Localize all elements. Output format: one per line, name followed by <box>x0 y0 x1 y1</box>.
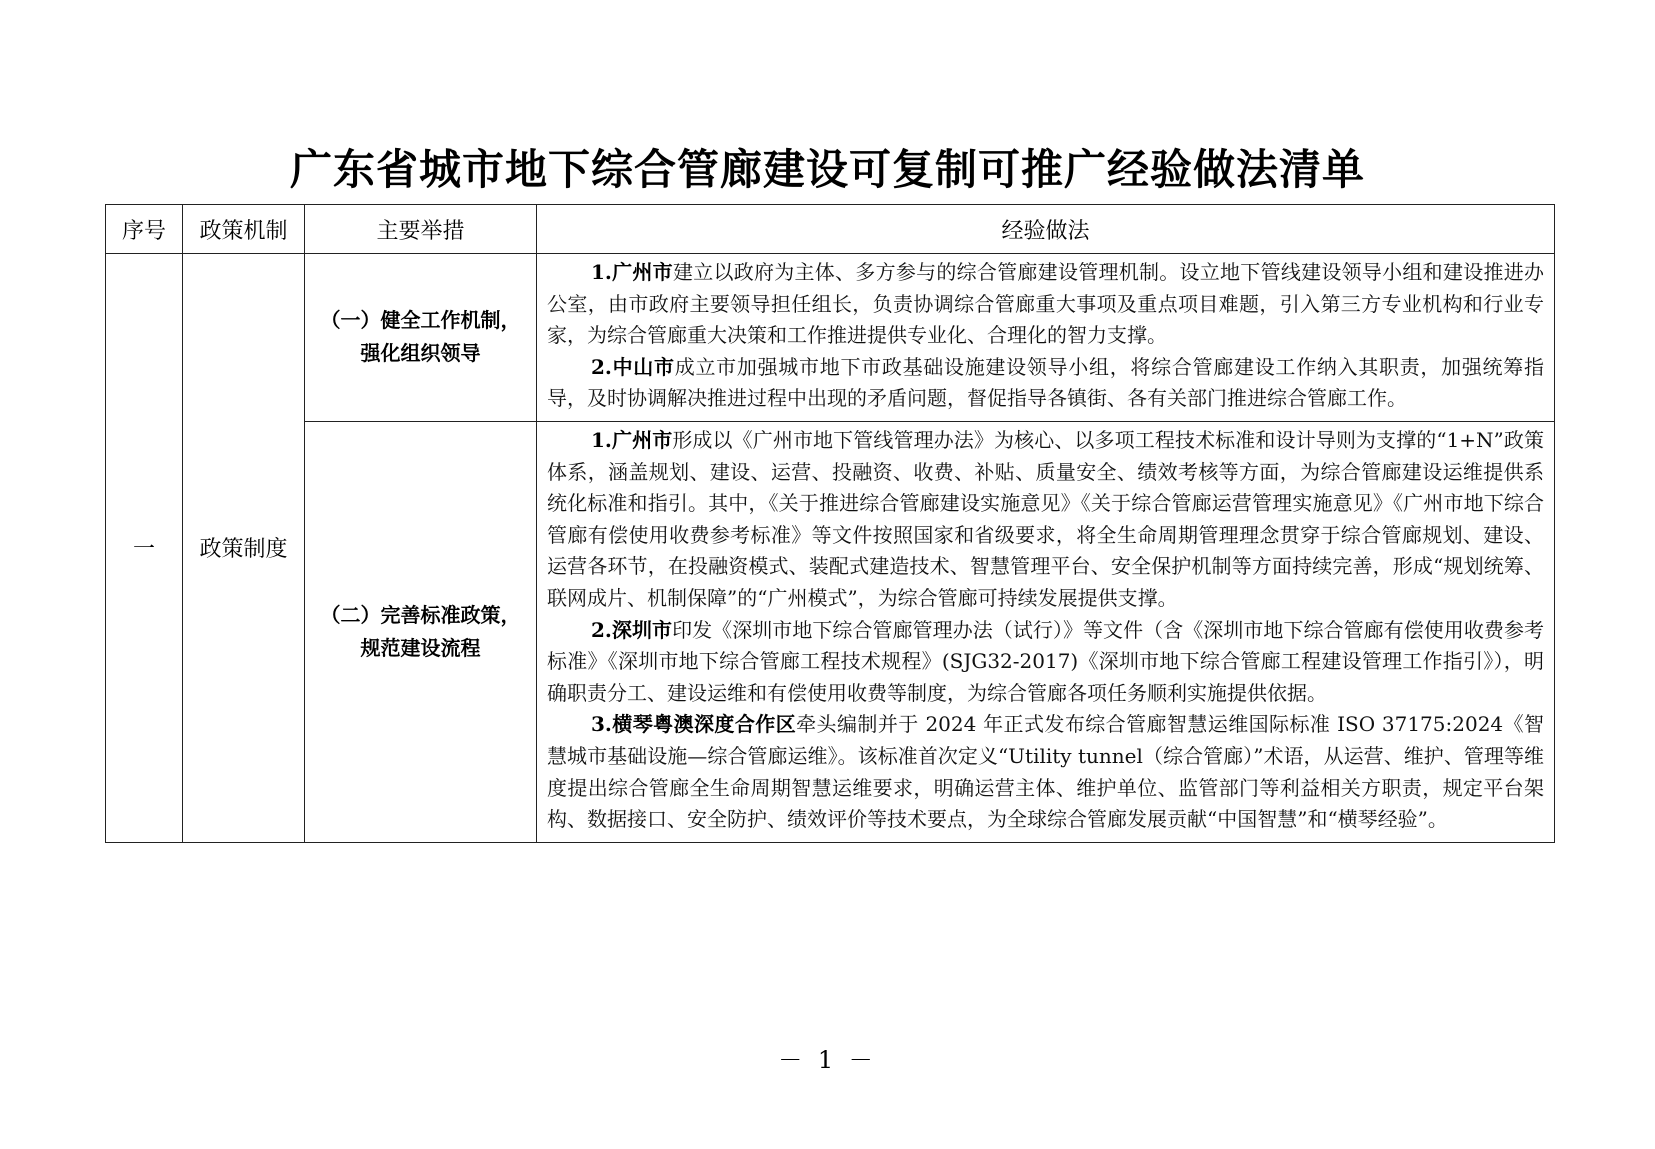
experience-item <box>547 352 1544 415</box>
table-row <box>106 254 1555 422</box>
experience-cell <box>537 254 1555 422</box>
table-row <box>106 421 1555 842</box>
measure-line: 强化组织领导 <box>360 341 481 366</box>
experience-item <box>547 425 1544 615</box>
item-text: 建立以政府为主体、多方参与的综合管廊建设管理机制。设立地下管线建设领导小组和建设推进办公室，由市政府主要领导担任组长，负责协调综合管廊重大事项及重点项目难题，引入第三方专业机构和行业专家，为综合管廊重大决策和工作推进提供专业化、合理化的智力支撑。 <box>547 260 1544 348</box>
page-title: 广东省城市地下综合管廊建设可复制可推广经验做法清单 <box>289 145 1365 194</box>
header-policy: 政策机制 <box>183 205 305 254</box>
item-lead: 1.广州市 <box>591 260 673 284</box>
section-policy: 政策制度 <box>183 254 305 843</box>
header-seq: 序号 <box>106 205 183 254</box>
section-seq: 一 <box>106 254 183 843</box>
page-number: － 1 － <box>778 1046 877 1074</box>
item-lead: 2.深圳市 <box>591 617 673 642</box>
item-lead: 2.中山市 <box>591 354 675 379</box>
experience-table <box>105 204 1555 843</box>
experience-item <box>547 615 1544 710</box>
item-text: 成立市加强城市地下市政基础设施建设领导小组，将综合管廊建设工作纳入其职责，加强统筹指导，及时协调解决推进过程中出现的矛盾问题，督促指导各镇街、各有关部门推进综合管廊工作。 <box>547 354 1544 411</box>
table-header-row <box>106 205 1555 254</box>
experience-cell <box>537 421 1555 842</box>
measure-line: 规范建设流程 <box>360 635 481 660</box>
item-lead: 1.广州市 <box>591 427 673 452</box>
header-measure: 主要举措 <box>305 205 537 254</box>
measure-cell <box>305 421 537 842</box>
header-experience: 经验做法 <box>537 205 1555 254</box>
item-text: 形成以《广州市地下管线管理办法》为核心、以多项工程技术标准和设计导则为支撑的“1+N”政策体系，涵盖规划、建设、运营、投融资、收费、补贴、质量安全、绩效考核等方面，为综合管廊建设运维提供系统化标准和指引。其中，《关于推进综合管廊建设实施意见》《关于综合管廊运营管理实施意见》《广州市地下综合管廊有偿使用收费参考标准》等文件按照国家和省级要求，将全生命周期管理理念贯穿于综合管廊规划、建设、运营各环节，在投融资模式、装配式建造技术、智慧管理平台、安全保护机制等方面持续完善，形成“规划统筹、联网成片、机制保障”的“广州模式”，为综合管廊可持续发展提供支撑。 <box>547 427 1544 610</box>
measure-cell <box>305 254 537 422</box>
measure-line: （二）完善标准政策， <box>320 602 521 627</box>
item-text: 牵头编制并于 2024 年正式发布综合管廊智慧运维国际标准 ISO 37175:2024《智慧城市基础设施—综合管廊运维》。该标准首次定义“Utility tunnel（综合管廊）”术语，从运营、维护、管理等维度提出综合管廊全生命周期智慧运维要求，明确运营主体、维护单位、监管部门等利益相关方职责，规定平台架构、数据接口、安全防护、绩效评价等技术要点，为全球综合管廊发展贡献“中国智慧”和“横琴经验”。 <box>547 712 1544 832</box>
measure-line: （一）健全工作机制， <box>320 308 521 333</box>
item-lead: 3.横琴粤澳深度合作区 <box>591 712 797 737</box>
experience-item <box>547 709 1544 835</box>
item-text: 印发《深圳市地下综合管廊管理办法（试行）》等文件（含《深圳市地下综合管廊有偿使用收费参考标准》《深圳市地下综合管廊工程技术规程》(SJG32-2017)《深圳市地下综合管廊工程建设管理工作指引》），明确职责分工、建设运维和有偿使用收费等制度，为综合管廊各项任务顺利实施提供依据。 <box>547 617 1544 705</box>
experience-item <box>547 257 1544 352</box>
